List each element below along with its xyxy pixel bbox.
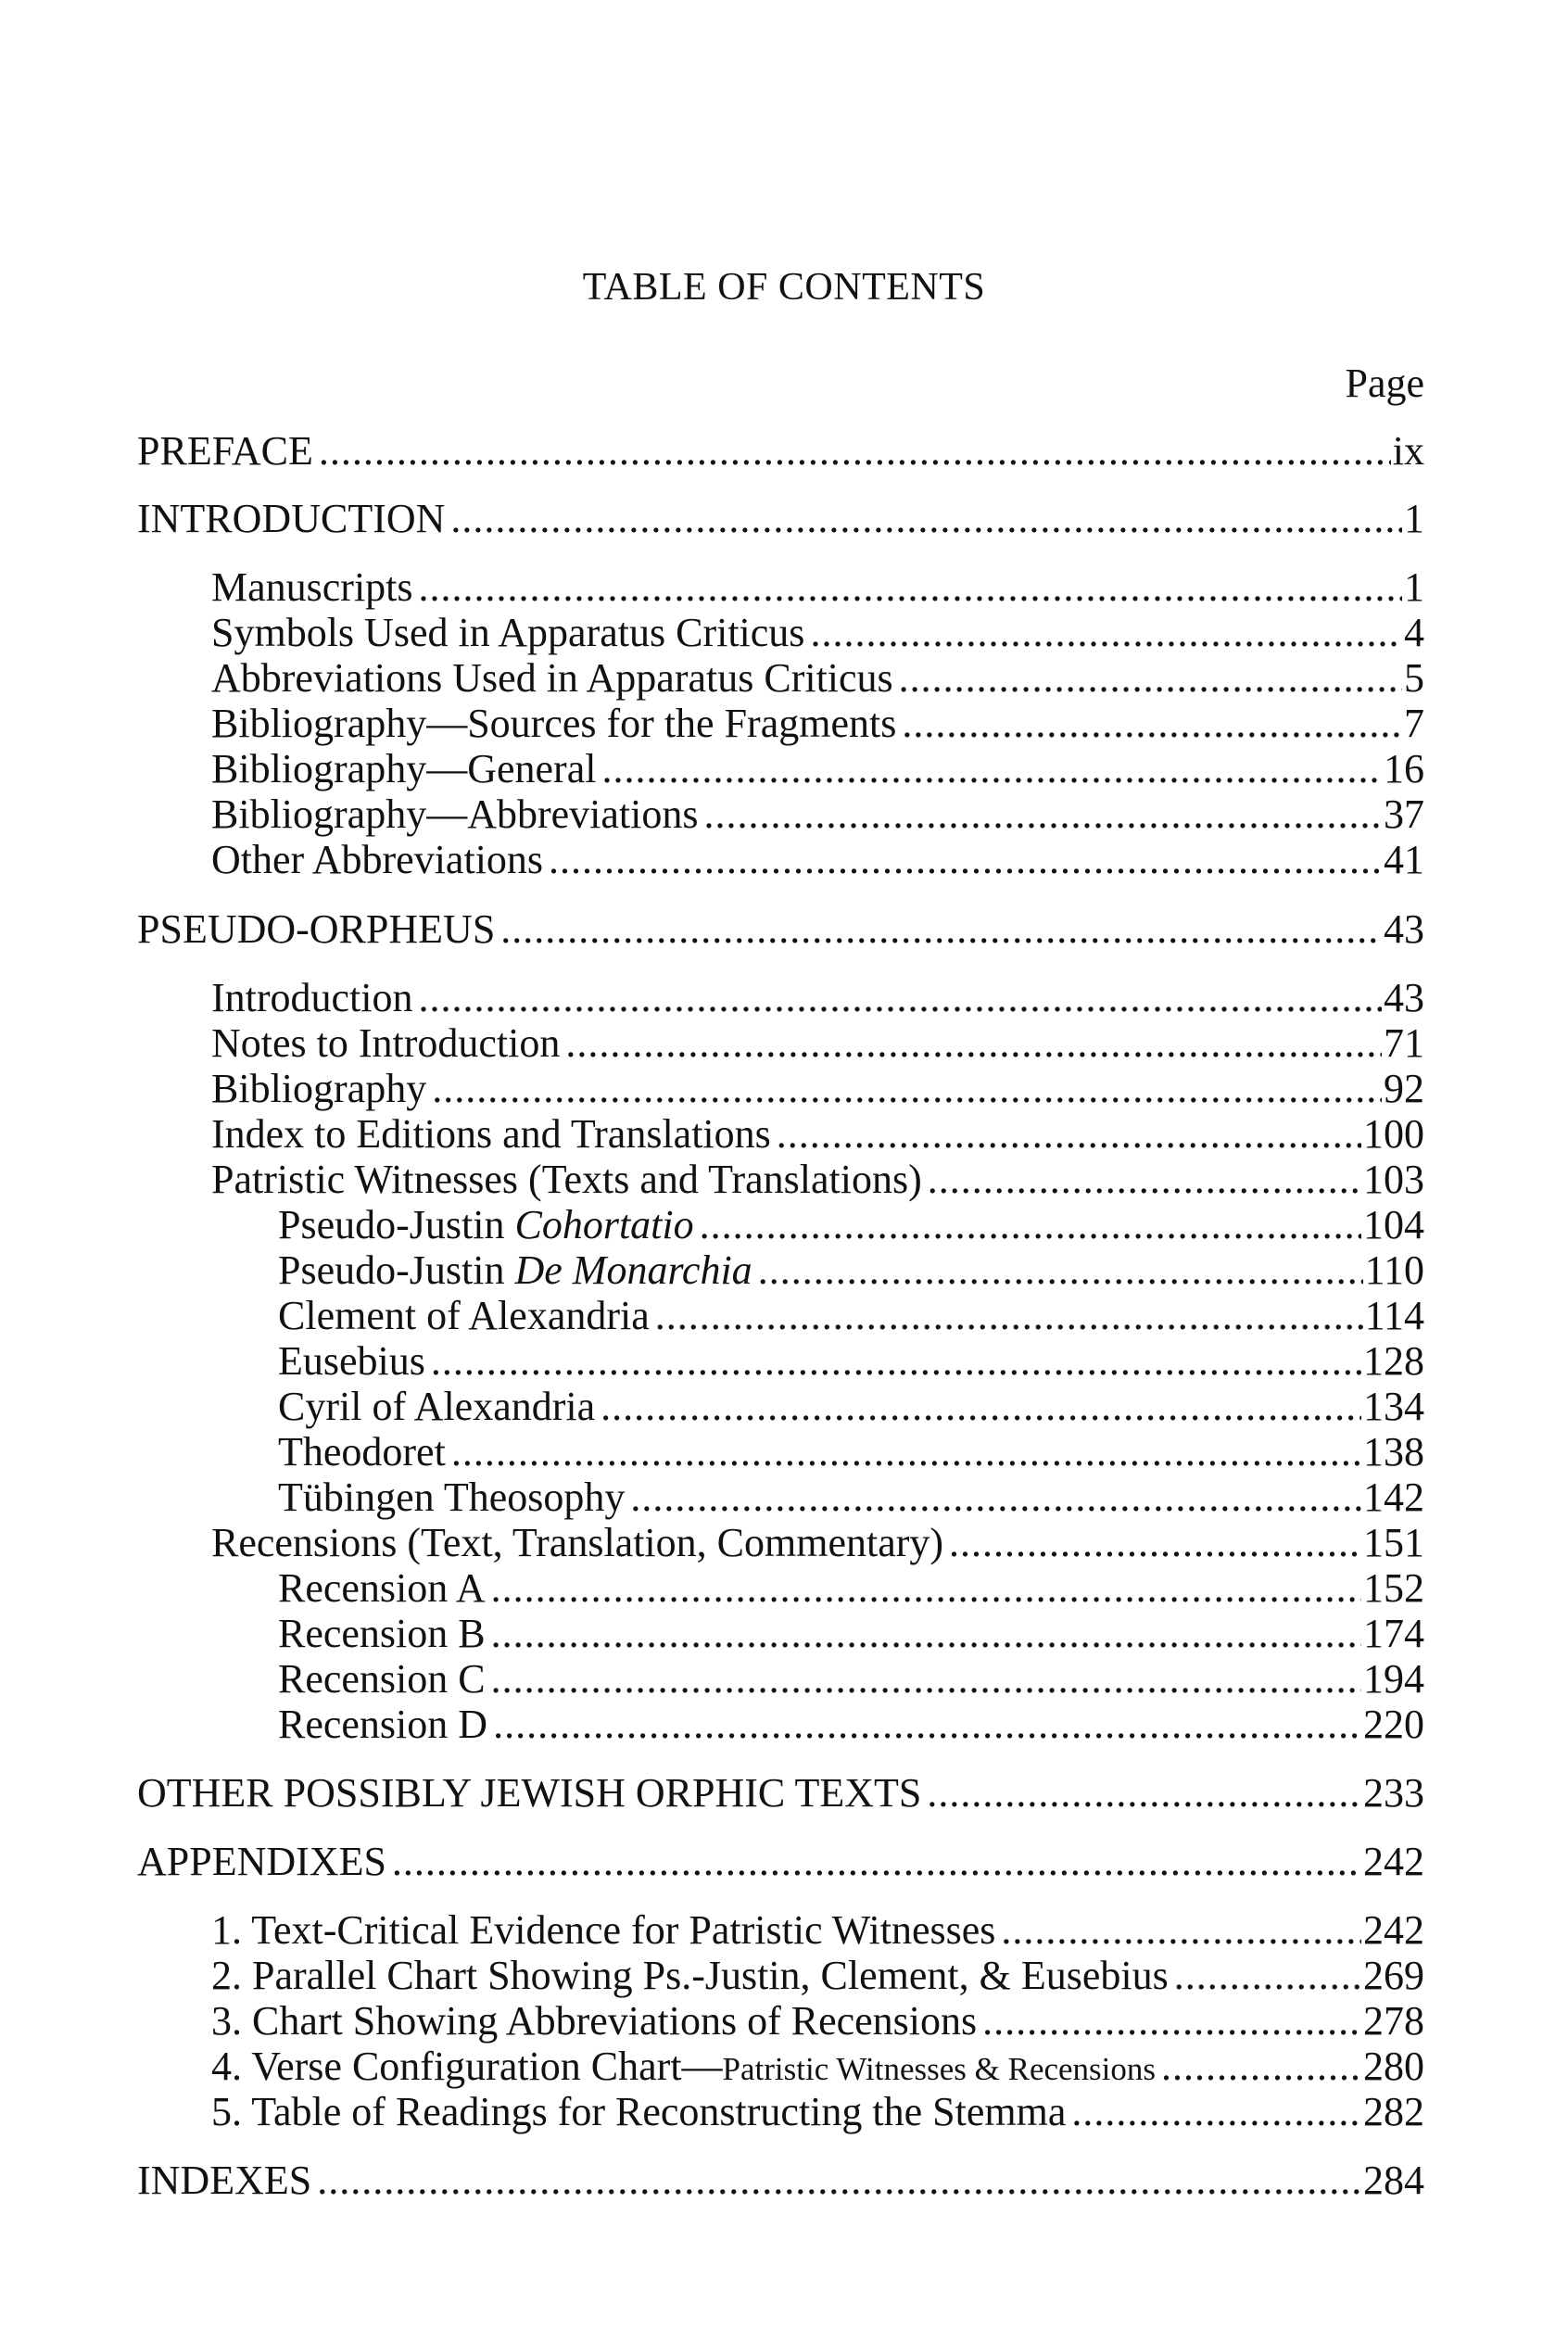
toc-entry-label: Bibliography [211,1066,427,1111]
dot-leader [419,567,1402,608]
toc-entry-page: 7 [1404,701,1424,746]
toc-entry-label: Recension B [278,1611,486,1656]
toc-entry-label: 2. Parallel Chart Showing Ps.-Justin, Clement, & Eusebius [211,1953,1169,1998]
toc-entry [211,1953,1424,1998]
toc-entry-label-italic: De Monarchia [514,1247,752,1293]
dot-leader [777,1114,1361,1155]
toc-entry-label: Recension C [278,1656,486,1702]
dot-leader [899,658,1402,699]
toc-entry-page: 269 [1363,1953,1424,1998]
toc-entry-page: 103 [1363,1157,1424,1202]
toc-entry-page: 43 [1384,906,1424,952]
dot-leader [450,499,1402,539]
toc-entry [137,1839,1424,1884]
toc-entry [278,1386,1424,1427]
toc-entry [278,1293,1424,1338]
toc-entry-page: 151 [1363,1520,1424,1565]
toc-entry-label: PSEUDO-ORPHEUS [137,906,496,952]
toc-entry-page: 16 [1384,746,1424,791]
toc-entry [211,975,1424,1020]
toc-entry-page: 37 [1384,791,1424,837]
dot-leader [493,1704,1361,1745]
dot-leader [1001,1910,1361,1951]
toc-entry [211,1066,1424,1111]
dot-leader [491,1568,1361,1609]
toc-entry-label: Bibliography—Sources for the Fragments [211,701,897,746]
toc-entry-label-prefix: Pseudo-Justin [278,1202,505,1247]
dot-leader [565,1023,1382,1064]
toc-entry-page: 220 [1363,1702,1424,1747]
toc-entry [278,1565,1424,1611]
dot-leader [902,703,1402,744]
toc-entry-label: Recension A [278,1565,486,1611]
toc-entry [211,703,1424,744]
toc-entry [278,1202,1424,1247]
toc-entry [137,496,1424,541]
toc-entry [211,610,1424,655]
dot-leader [431,1341,1361,1382]
toc-entry [211,1520,1424,1565]
dot-leader [317,2160,1361,2201]
dot-leader [655,1296,1363,1336]
toc-entry [211,791,1424,837]
toc-entry-label: Notes to Introduction [211,1020,561,1066]
dot-leader [319,431,1391,472]
toc-entry-page: 282 [1363,2089,1424,2134]
toc-entry [211,1907,1424,1953]
toc-entry [211,1020,1424,1066]
dot-leader [704,794,1383,835]
toc-entry-label: 5. Table of Readings for Reconstructing the Stemma [211,2089,1067,2134]
dot-leader [419,978,1382,1019]
toc-entry-label: INTRODUCTION [137,496,446,541]
toc-entry-page: 92 [1384,1066,1424,1111]
dot-leader [500,909,1382,950]
toc-entry-label: Clement of Alexandria [278,1293,650,1338]
dot-leader [491,1659,1361,1700]
toc-entry [137,1770,1424,1816]
toc-entry-label-small: Patristic Witnesses & Recensions [722,2051,1157,2087]
toc-entry-page: 242 [1363,1907,1424,1953]
page-column-heading: Page [1345,361,1424,406]
toc-entry-page: 114 [1364,1293,1424,1338]
dot-leader [949,1523,1361,1563]
toc-entry-page: 278 [1363,1998,1424,2044]
toc-entry-page: 100 [1363,1111,1424,1157]
toc-entry-page: 138 [1363,1429,1424,1475]
toc-entry-label: OTHER POSSIBLY JEWISH ORPHIC TEXTS [137,1770,922,1816]
toc-entry-page: 174 [1363,1611,1424,1656]
toc-entry-label: INDEXES [137,2158,312,2203]
toc-entry [278,1338,1424,1384]
toc-entry [211,837,1424,882]
toc-entry-page: 152 [1363,1565,1424,1611]
dot-leader [630,1477,1361,1518]
toc-entry [211,2046,1424,2087]
dot-leader [758,1250,1363,1291]
toc-entry [278,1247,1424,1293]
toc-entry-page: 1 [1404,496,1424,541]
toc-entry-label: Recensions (Text, Translation, Commentary) [211,1520,944,1565]
dot-leader [601,749,1382,790]
dot-leader [1071,2092,1361,2133]
toc-entry-label: Recension D [278,1702,488,1747]
toc-entry [211,1998,1424,2044]
toc-entry-label [278,1202,694,1247]
toc-entry [211,655,1424,701]
toc-entry-page: 134 [1363,1384,1424,1429]
toc-entry-label: Eusebius [278,1338,425,1384]
toc-entry-label: Bibliography—Abbreviations [211,791,699,837]
toc-entry-page: 5 [1404,655,1424,701]
toc-entry [211,2089,1424,2134]
toc-entry-page: 41 [1384,837,1424,882]
dot-leader [928,1159,1361,1200]
toc-entry-label: Cyril of Alexandria [278,1384,596,1429]
toc-entry-label: Manuscripts [211,564,413,610]
toc-entry-label: PREFACE [137,428,313,474]
dot-leader [432,1069,1382,1109]
dot-leader [810,613,1402,653]
toc-entry-page: 128 [1363,1338,1424,1384]
toc-entry [278,1611,1424,1656]
dot-leader [700,1205,1361,1246]
page-title: TABLE OF CONTENTS [582,266,986,309]
toc-entry-page: 284 [1363,2158,1424,2203]
toc-entry-page: 242 [1363,1839,1424,1884]
toc-entry-page: 104 [1363,1202,1424,1247]
toc-entry [278,1477,1424,1518]
toc-entry-page: 71 [1384,1020,1424,1066]
toc-entry-label: Abbreviations Used in Apparatus Criticus [211,655,893,701]
toc-entry-label: Index to Editions and Translations [211,1111,771,1157]
toc-entry-label [278,1247,752,1293]
toc-entry [137,428,1424,474]
toc-entry-label [211,2046,1156,2087]
toc-entry-page: 4 [1404,610,1424,655]
toc-entry-page: 194 [1363,1656,1424,1702]
toc-entry-page: 280 [1363,2044,1424,2089]
toc-entry [278,1429,1424,1475]
toc-entry-page: ix [1392,428,1424,474]
dot-leader [601,1386,1361,1427]
toc-entry [278,1656,1424,1702]
toc-entry-label: 1. Text-Critical Evidence for Patristic Witnesses [211,1907,996,1953]
dot-leader [982,2001,1361,2042]
toc-entry [278,1704,1424,1745]
toc-entry-label-prefix: 4. Verse Configuration Chart— [211,2044,723,2089]
toc-entry-page: 233 [1363,1770,1424,1816]
toc-entry-label: Tübingen Theosophy [278,1475,626,1520]
toc-entry-label: Bibliography—General [211,746,597,791]
toc-entry-page: 1 [1404,564,1424,610]
dot-leader [491,1614,1361,1654]
dot-leader [451,1432,1361,1473]
toc-entry-label: Other Abbreviations [211,837,544,882]
dot-leader [549,840,1382,880]
toc-entry [137,2160,1424,2201]
toc-entry-label: 3. Chart Showing Abbreviations of Recensions [211,1998,978,2044]
toc-entry [137,906,1424,952]
dot-leader [927,1773,1361,1814]
toc-entry-page: 43 [1384,975,1424,1020]
toc-entry-label: Patristic Witnesses (Texts and Translations) [211,1157,922,1202]
dot-leader [1174,1956,1361,1996]
dot-leader [1161,2046,1361,2087]
toc-entry-label: Symbols Used in Apparatus Criticus [211,610,805,655]
toc-entry-page: 142 [1363,1475,1424,1520]
toc-entry-label-prefix: Pseudo-Justin [278,1247,505,1293]
toc-entry-label: Theodoret [278,1429,446,1475]
toc-entry-label: APPENDIXES [137,1839,386,1884]
dot-leader [392,1842,1361,1882]
toc-entry [211,564,1424,610]
toc-entry-page: 110 [1364,1247,1424,1293]
toc-entry [211,1159,1424,1200]
toc-entry [211,1111,1424,1157]
toc-entry [211,746,1424,791]
toc-entry-label: Introduction [211,975,413,1020]
toc-entry-label-italic: Cohortatio [514,1202,694,1247]
